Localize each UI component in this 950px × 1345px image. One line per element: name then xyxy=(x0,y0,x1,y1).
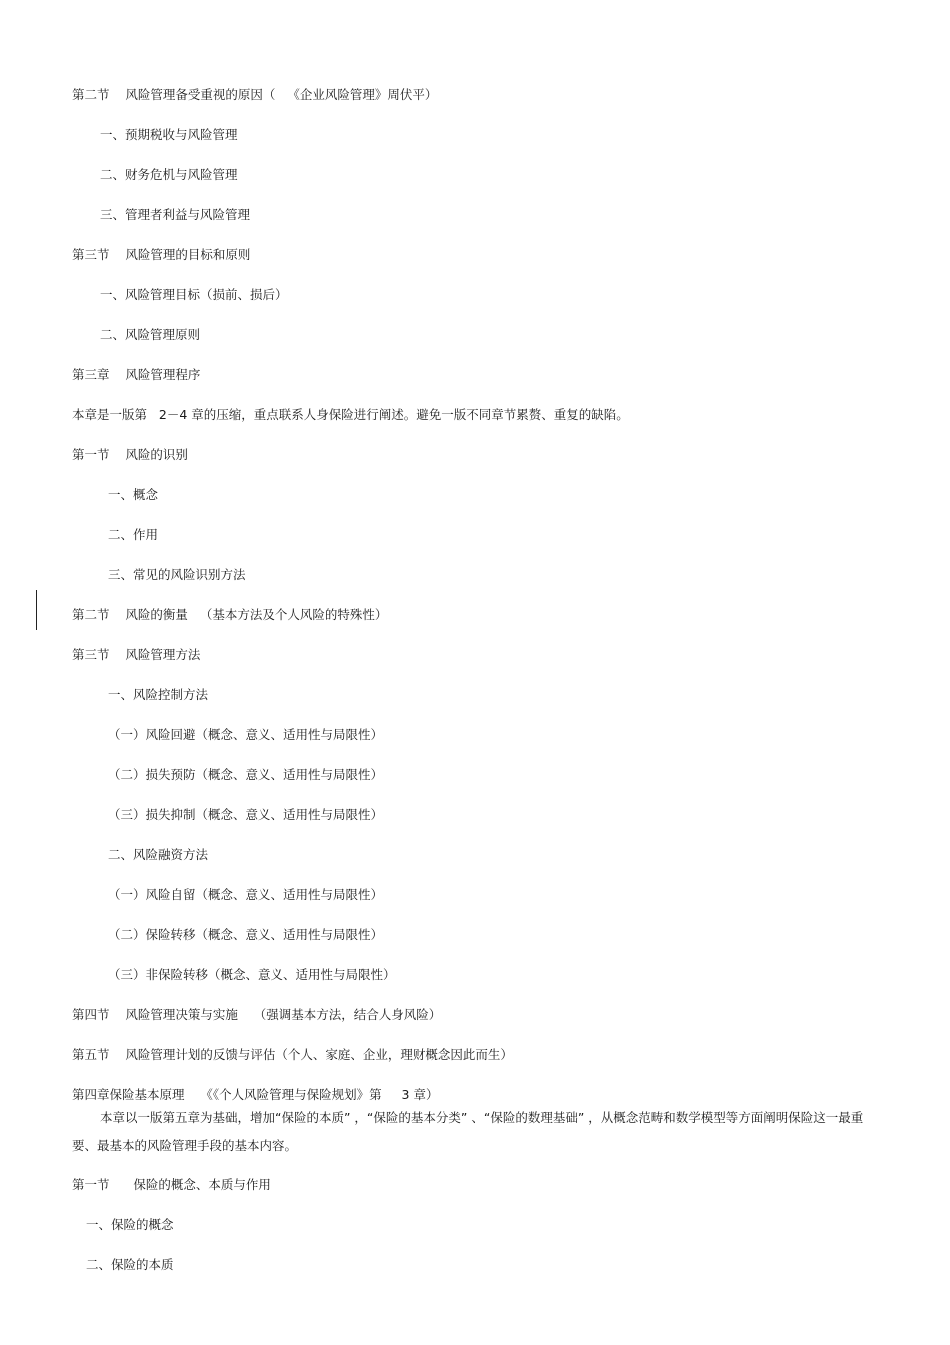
sub-list-item: （二）保险转移（概念、意义、适用性与局限性） xyxy=(108,927,384,942)
section-heading: 第二节 风险管理备受重视的原因（ 《企业风险管理》周伏平） xyxy=(72,87,438,102)
chapter-heading: 第四章保险基本原理 《《个人风险管理与保险规划》第 3 章） xyxy=(72,1087,439,1102)
section-heading: 第二节 风险的衡量 （基本方法及个人风险的特殊性） xyxy=(72,607,388,622)
list-item: 三、管理者利益与风险管理 xyxy=(100,207,251,222)
sub-list-item: （三）损失抑制（概念、意义、适用性与局限性） xyxy=(108,807,384,822)
section-heading: 第四节 风险管理决策与实施 （强调基本方法，结合人身风险） xyxy=(72,1007,442,1022)
list-item: 二、作用 xyxy=(108,527,159,542)
list-item: 三、常见的风险识别方法 xyxy=(108,567,246,582)
chapter-summary: 本章是一版第 2－4 章的压缩，重点联系人身保险进行阐述。避免一版不同章节累赘、重复的缺陷。 xyxy=(72,407,629,422)
sub-list-item: （一）风险回避（概念、意义、适用性与局限性） xyxy=(108,727,384,742)
section-heading: 第三节 风险管理方法 xyxy=(72,647,201,662)
sub-list-item: （三）非保险转移（概念、意义、适用性与局限性） xyxy=(108,967,396,982)
list-item: 二、保险的本质 xyxy=(86,1257,174,1272)
list-item: 一、预期税收与风险管理 xyxy=(100,127,238,142)
margin-change-bar xyxy=(36,590,37,630)
list-item: 一、风险管理目标（损前、损后） xyxy=(100,287,288,302)
section-heading: 第三节 风险管理的目标和原则 xyxy=(72,247,251,262)
paragraph-text: 本章以一版第五章为基础，增加“保险的本质” ，“保险的基本分类” 、“保险的数理基础” ，从概念范畴和数学模型等方面阐明保险这一最重要、最基本的风险管理手段的基本内容。 xyxy=(72,1110,864,1153)
section-heading: 第五节 风险管理计划的反馈与评估（个人、家庭、企业，理财概念因此而生） xyxy=(72,1047,513,1062)
section-heading: 第一节 风险的识别 xyxy=(72,447,188,462)
list-item: 一、概念 xyxy=(108,487,159,502)
list-item: 一、保险的概念 xyxy=(86,1217,174,1232)
chapter-heading: 第三章 风险管理程序 xyxy=(72,367,201,382)
sub-list-item: （一）风险自留（概念、意义、适用性与局限性） xyxy=(108,887,384,902)
list-item: 一、风险控制方法 xyxy=(108,687,209,702)
sub-list-item: （二）损失预防（概念、意义、适用性与局限性） xyxy=(108,767,384,782)
list-item: 二、财务危机与风险管理 xyxy=(100,167,238,182)
chapter-summary-paragraph xyxy=(72,1104,872,1160)
section-heading: 第一节 保险的概念、本质与作用 xyxy=(72,1177,271,1192)
list-item: 二、风险管理原则 xyxy=(100,327,201,342)
list-item: 二、风险融资方法 xyxy=(108,847,209,862)
